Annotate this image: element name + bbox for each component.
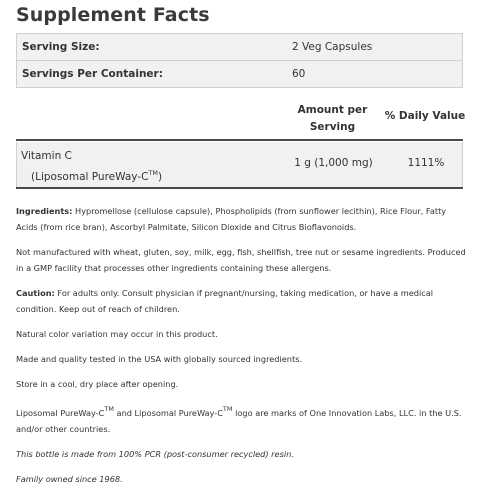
label-notes — [16, 203, 466, 496]
nutrient-name — [21, 148, 162, 186]
table-bottom-rule — [16, 187, 463, 189]
amount-header-line1: Amount per — [297, 104, 368, 116]
serving-size-value: 2 Veg Capsules — [292, 41, 373, 53]
ingredients-label: Ingredients: — [16, 206, 73, 216]
color-variation-note: Natural color variation may occur in this product. — [16, 329, 218, 339]
trademark-part1: Liposomal PureWay-C — [16, 408, 105, 418]
daily-value-header: % Daily Value — [384, 110, 466, 122]
ingredients-text: Hypromellose (cellulose capsule), Phospholipids (from sunflower lecithin), Rice Flour, Fatty Acids (from rice bran), Ascorbyl Palmitate, Silicon Dioxide and Citrus Bioflavonoids. — [16, 206, 447, 232]
nutrient-name-line2 — [21, 165, 162, 186]
panel-title: Supplement Facts — [16, 4, 210, 26]
servings-per-container-value: 60 — [292, 68, 306, 80]
trademark-sup2: TM — [222, 405, 233, 413]
trademark-sup1: TM — [104, 405, 114, 413]
allergen-paragraph: Not manufactured with wheat, gluten, soy, milk, egg, fish, shellfish, tree nut or sesame ingredients. Produced in a GMP facility that processes other ingredients containing these allergens. — [16, 247, 466, 273]
trademark-part2: and Liposomal PureWay-C — [113, 408, 223, 418]
family-note-text: Family owned since 1968. — [16, 474, 123, 484]
caution-label: Caution: — [16, 288, 55, 298]
recycled-note-text: This bottle is made from 100% PCR (post-consumer recycled) resin. — [16, 449, 294, 459]
caution-text: For adults only. Consult physician if pregnant/nursing, taking medication, or have a medical condition. Keep out of reach of children. — [16, 288, 434, 314]
trademark-part3: logo are marks of One Innovation Labs, LLC. in the U.S. and/or other countries. — [16, 408, 462, 434]
quality-note: Made and quality tested in the USA with globally sourced ingredients. — [16, 354, 303, 364]
table-top-rule — [16, 139, 463, 141]
family-note — [16, 471, 466, 487]
nutrient-form-close: ) — [158, 171, 163, 183]
nutrient-name-line1: Vitamin C — [21, 150, 72, 162]
nutrient-daily-value: 1111% — [407, 157, 445, 169]
servings-per-container-row — [17, 60, 462, 87]
caution-paragraph — [16, 285, 466, 317]
serving-size-row — [17, 34, 462, 60]
nutrient-form: (Liposomal PureWay-C — [31, 171, 149, 183]
servings-per-container-label: Servings Per Container: — [22, 68, 163, 80]
storage-note: Store in a cool, dry place after opening. — [16, 379, 179, 389]
nutrient-row — [16, 142, 463, 187]
ingredients-paragraph — [16, 203, 466, 235]
nutrient-amount: 1 g (1,000 mg) — [294, 157, 373, 169]
amount-per-serving-header — [270, 102, 395, 136]
serving-info-table — [16, 33, 463, 88]
recycled-note — [16, 446, 466, 462]
serving-size-label: Serving Size: — [22, 41, 100, 53]
trademark-paragraph — [16, 401, 466, 437]
amount-header-line2: Serving — [309, 121, 356, 133]
trademark-mark: TM — [148, 169, 159, 177]
